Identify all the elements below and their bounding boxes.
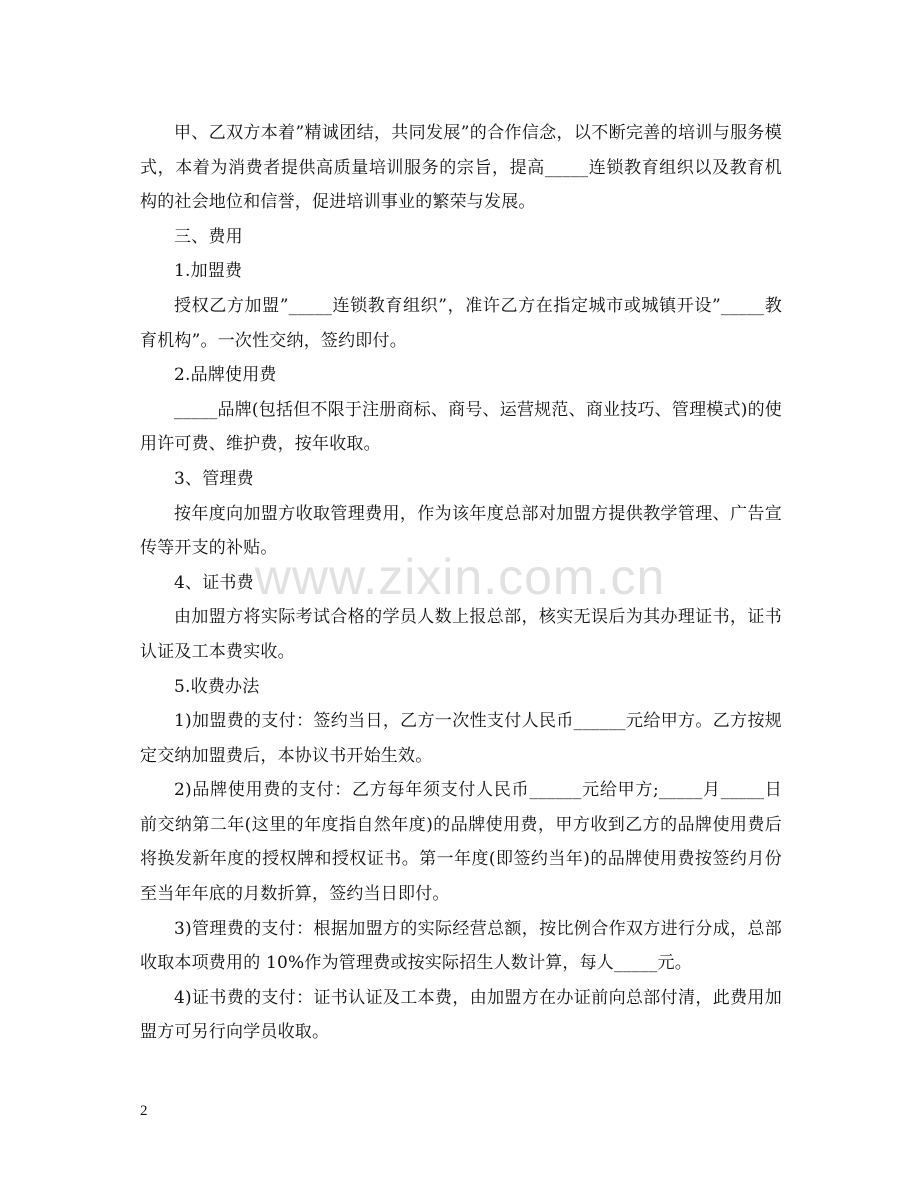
watermark: www.zixin.com.cn (254, 549, 666, 605)
paragraph-certificate-fee: 由加盟方将实际考试合格的学员人数上报总部，核实无误后为其办理证书，证书认证及工本费实收。 (140, 607, 782, 662)
paragraph-brand-fee: _____品牌(包括但不限于注册商标、商号、运营规范、商业技巧、管理模式)的使用许可费、维护费，按年收取。 (140, 399, 782, 455)
heading-fees: 三、费用 (174, 226, 243, 247)
paragraph-payment-franchise: 1)加盟费的支付：签约当日，乙方一次性支付人民币______元给甲方。乙方按规定交纳加盟费后，本协议书开始生效。 (140, 711, 782, 766)
paragraph-payment-certificate: 4)证书费的支付：证书认证及工本费，由加盟方在办证前向总部付清，此费用加盟方可另行向学员收取。 (140, 987, 782, 1043)
paragraph-payment-management: 3)管理费的支付：根据加盟方的实际经营总额，按比例合作双方进行分成，总部收取本项费用的 10%作为管理费或按实际招生人数计算，每人_____元。 (140, 918, 782, 974)
heading-payment-method: 5.收费办法 (174, 676, 260, 697)
paragraph-payment-brand: 2)品牌使用费的支付：乙方每年须支付人民币______元给甲方;_____月_____日前交纳第二年(这里的年度指自然年度)的品牌使用费，甲方收到乙方的品牌使用费后将换发新年度的授权牌和授权证书。第一年度(即签约当年)的品牌使用费按签约月份至当年年底的月数折算，签约当日即付。 (140, 780, 782, 905)
heading-certificate-fee: 4、证书费 (174, 572, 254, 593)
document-body (140, 116, 782, 1050)
paragraph-franchise-fee: 授权乙方加盟”_____连锁教育组织”，准许乙方在指定城市或城镇开设”_____教育机构”。一次性交纳，签约即付。 (140, 295, 782, 351)
heading-management-fee: 3、管理费 (174, 468, 254, 489)
heading-brand-fee: 2.品牌使用费 (174, 365, 277, 386)
paragraph-cooperation-intent: 甲、乙双方本着”精诚团结，共同发展”的合作信念，以不断完善的培训与服务模式，本着为消费者提供高质量培训服务的宗旨，提高_____连锁教育组织以及教育机构的社会地位和信誉，促进培训事业的繁荣与发展。 (140, 123, 782, 213)
heading-franchise-fee: 1.加盟费 (174, 261, 243, 282)
page-number: 2 (140, 1103, 148, 1119)
paragraph-management-fee: 按年度向加盟方收取管理费用，作为该年度总部对加盟方提供教学管理、广告宣传等开支的补贴。 (140, 503, 782, 559)
